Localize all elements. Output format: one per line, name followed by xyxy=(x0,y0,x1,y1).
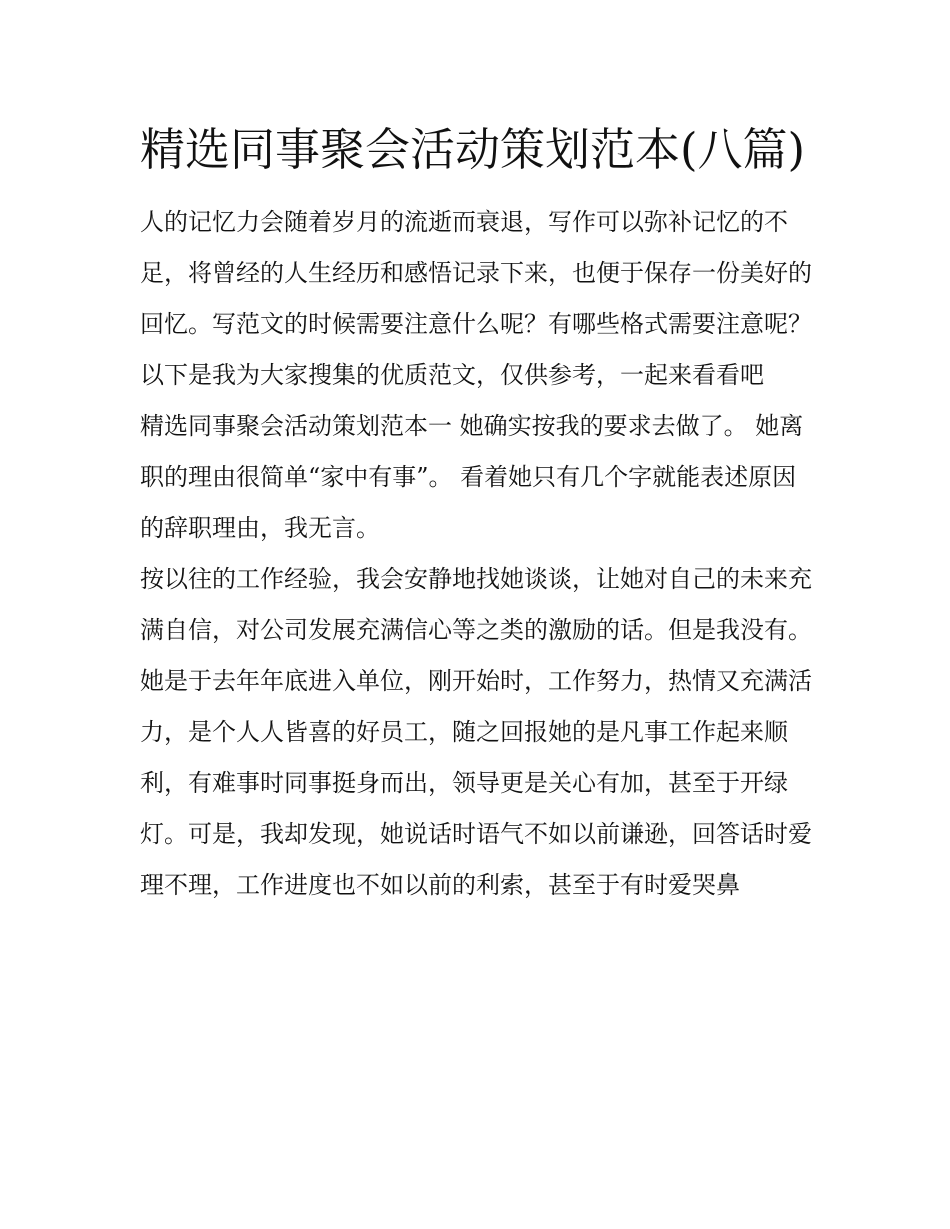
body-paragraph-3: 她是于去年年底进入单位，刚开始时，工作努力，热情又充满活力，是个人人皆喜的好员工，随之回报她的是凡事工作起来顺利，有难事时同事挺身而出，领导更是关心有加，甚至于开绿灯。可是，我却发现，她说话时语气不如以前谦逊，回答话时爱理不理，工作进度也不如以前的利索，甚至于有时爱哭鼻 xyxy=(140,667,812,899)
document-title: 精选同事聚会活动策划范本(八篇) xyxy=(140,123,806,176)
intro-paragraph: 人的记忆力会随着岁月的流逝而衰退，写作可以弥补记忆的不足，将曾经的人生经历和感悟记录下来，也便于保存一份美好的回忆。写范文的时候需要注意什么呢？有哪些格式需要注意呢？以下是我为大家搜集的优质范文，仅供参考，一起来看看吧 xyxy=(140,208,812,389)
document-content xyxy=(140,118,812,911)
body-paragraph-2: 按以往的工作经验，我会安静地找她谈谈，让她对自己的未来充满自信，对公司发展充满信心等之类的激励的话。但是我没有。 xyxy=(140,565,812,644)
body-paragraph-1: 精选同事聚会活动策划范本一 她确实按我的要求去做了。 她离职的理由很简单“家中有事”。 看着她只有几个字就能表述原因的辞职理由，我无言。 xyxy=(140,412,804,542)
